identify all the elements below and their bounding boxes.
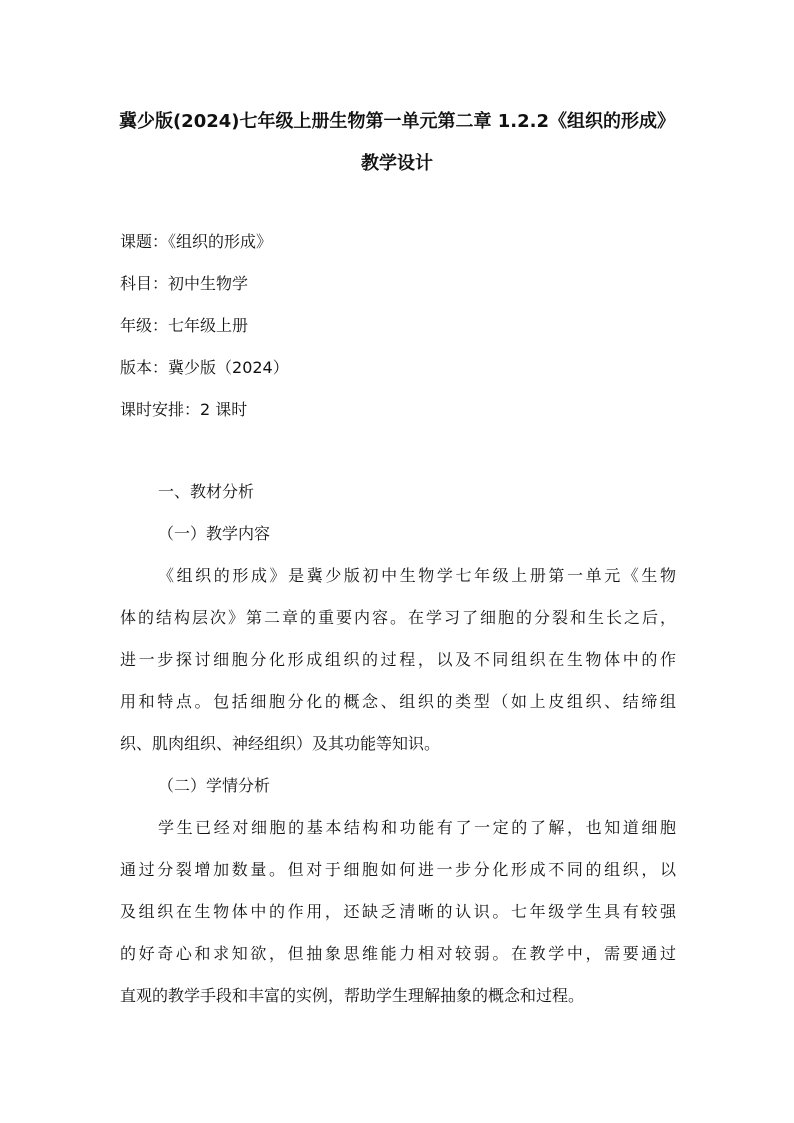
- section-heading-textbook-analysis: 一、教材分析: [158, 482, 255, 501]
- paragraph-line: 体的结构层次》第二章的重要内容。在学习了细胞的分裂和生长之后，: [120, 608, 676, 627]
- meta-topic: [120, 232, 272, 252]
- meta-topic-value: 《组织的形成》: [168, 232, 273, 251]
- meta-topic-label: 课题：: [120, 232, 169, 251]
- paragraph-line: 及组织在生物体中的作用，还缺乏清晰的认识。七年级学生具有较强: [120, 902, 676, 921]
- document-title-line-1: 冀少版(2024)七年级上册生物第一单元第二章 1.2.2《组织的形成》: [118, 111, 676, 132]
- paragraph-line: 直观的教学手段和丰富的实例，帮助学生理解抽象的概念和过程。: [120, 986, 585, 1005]
- subsection-heading-teaching-content: （一）教学内容: [158, 524, 271, 543]
- paragraph-line: 学生已经对细胞的基本结构和功能有了一定的了解，也知道细胞: [158, 818, 676, 837]
- paragraph-line: 的好奇心和求知欲，但抽象思维能力相对较弱。在教学中，需要通过: [120, 944, 676, 963]
- meta-grade-label: 年级：: [120, 316, 169, 335]
- meta-edition-label: 版本：: [120, 358, 169, 377]
- meta-subject-value: 初中生物学: [168, 274, 249, 293]
- paragraph-line: 《组织的形成》是冀少版初中生物学七年级上册第一单元《生物: [158, 566, 676, 585]
- paragraph-line: 通过分裂增加数量。但对于细胞如何进一步分化形成不同的组织，以: [120, 860, 676, 879]
- meta-grade-value: 七年级上册: [168, 316, 249, 335]
- paragraph-line: 用和特点。包括细胞分化的概念、组织的类型（如上皮组织、结缔组: [120, 692, 676, 711]
- meta-edition: [120, 358, 289, 378]
- meta-schedule-label: 课时安排：: [120, 400, 201, 419]
- meta-edition-value: 冀少版（2024）: [168, 358, 289, 377]
- paragraph-line: 织、肌肉组织、神经组织）及其功能等知识。: [120, 734, 441, 753]
- meta-schedule: [120, 400, 247, 420]
- document-title-line-2: 教学设计: [361, 153, 433, 174]
- paragraph-line: 进一步探讨细胞分化形成组织的过程，以及不同组织在生物体中的作: [120, 650, 676, 669]
- subsection-heading-student-analysis: （二）学情分析: [158, 776, 271, 795]
- meta-subject: [120, 274, 248, 294]
- meta-subject-label: 科目：: [120, 274, 169, 293]
- meta-grade: [120, 316, 248, 336]
- meta-schedule-value: 2 课时: [200, 400, 248, 419]
